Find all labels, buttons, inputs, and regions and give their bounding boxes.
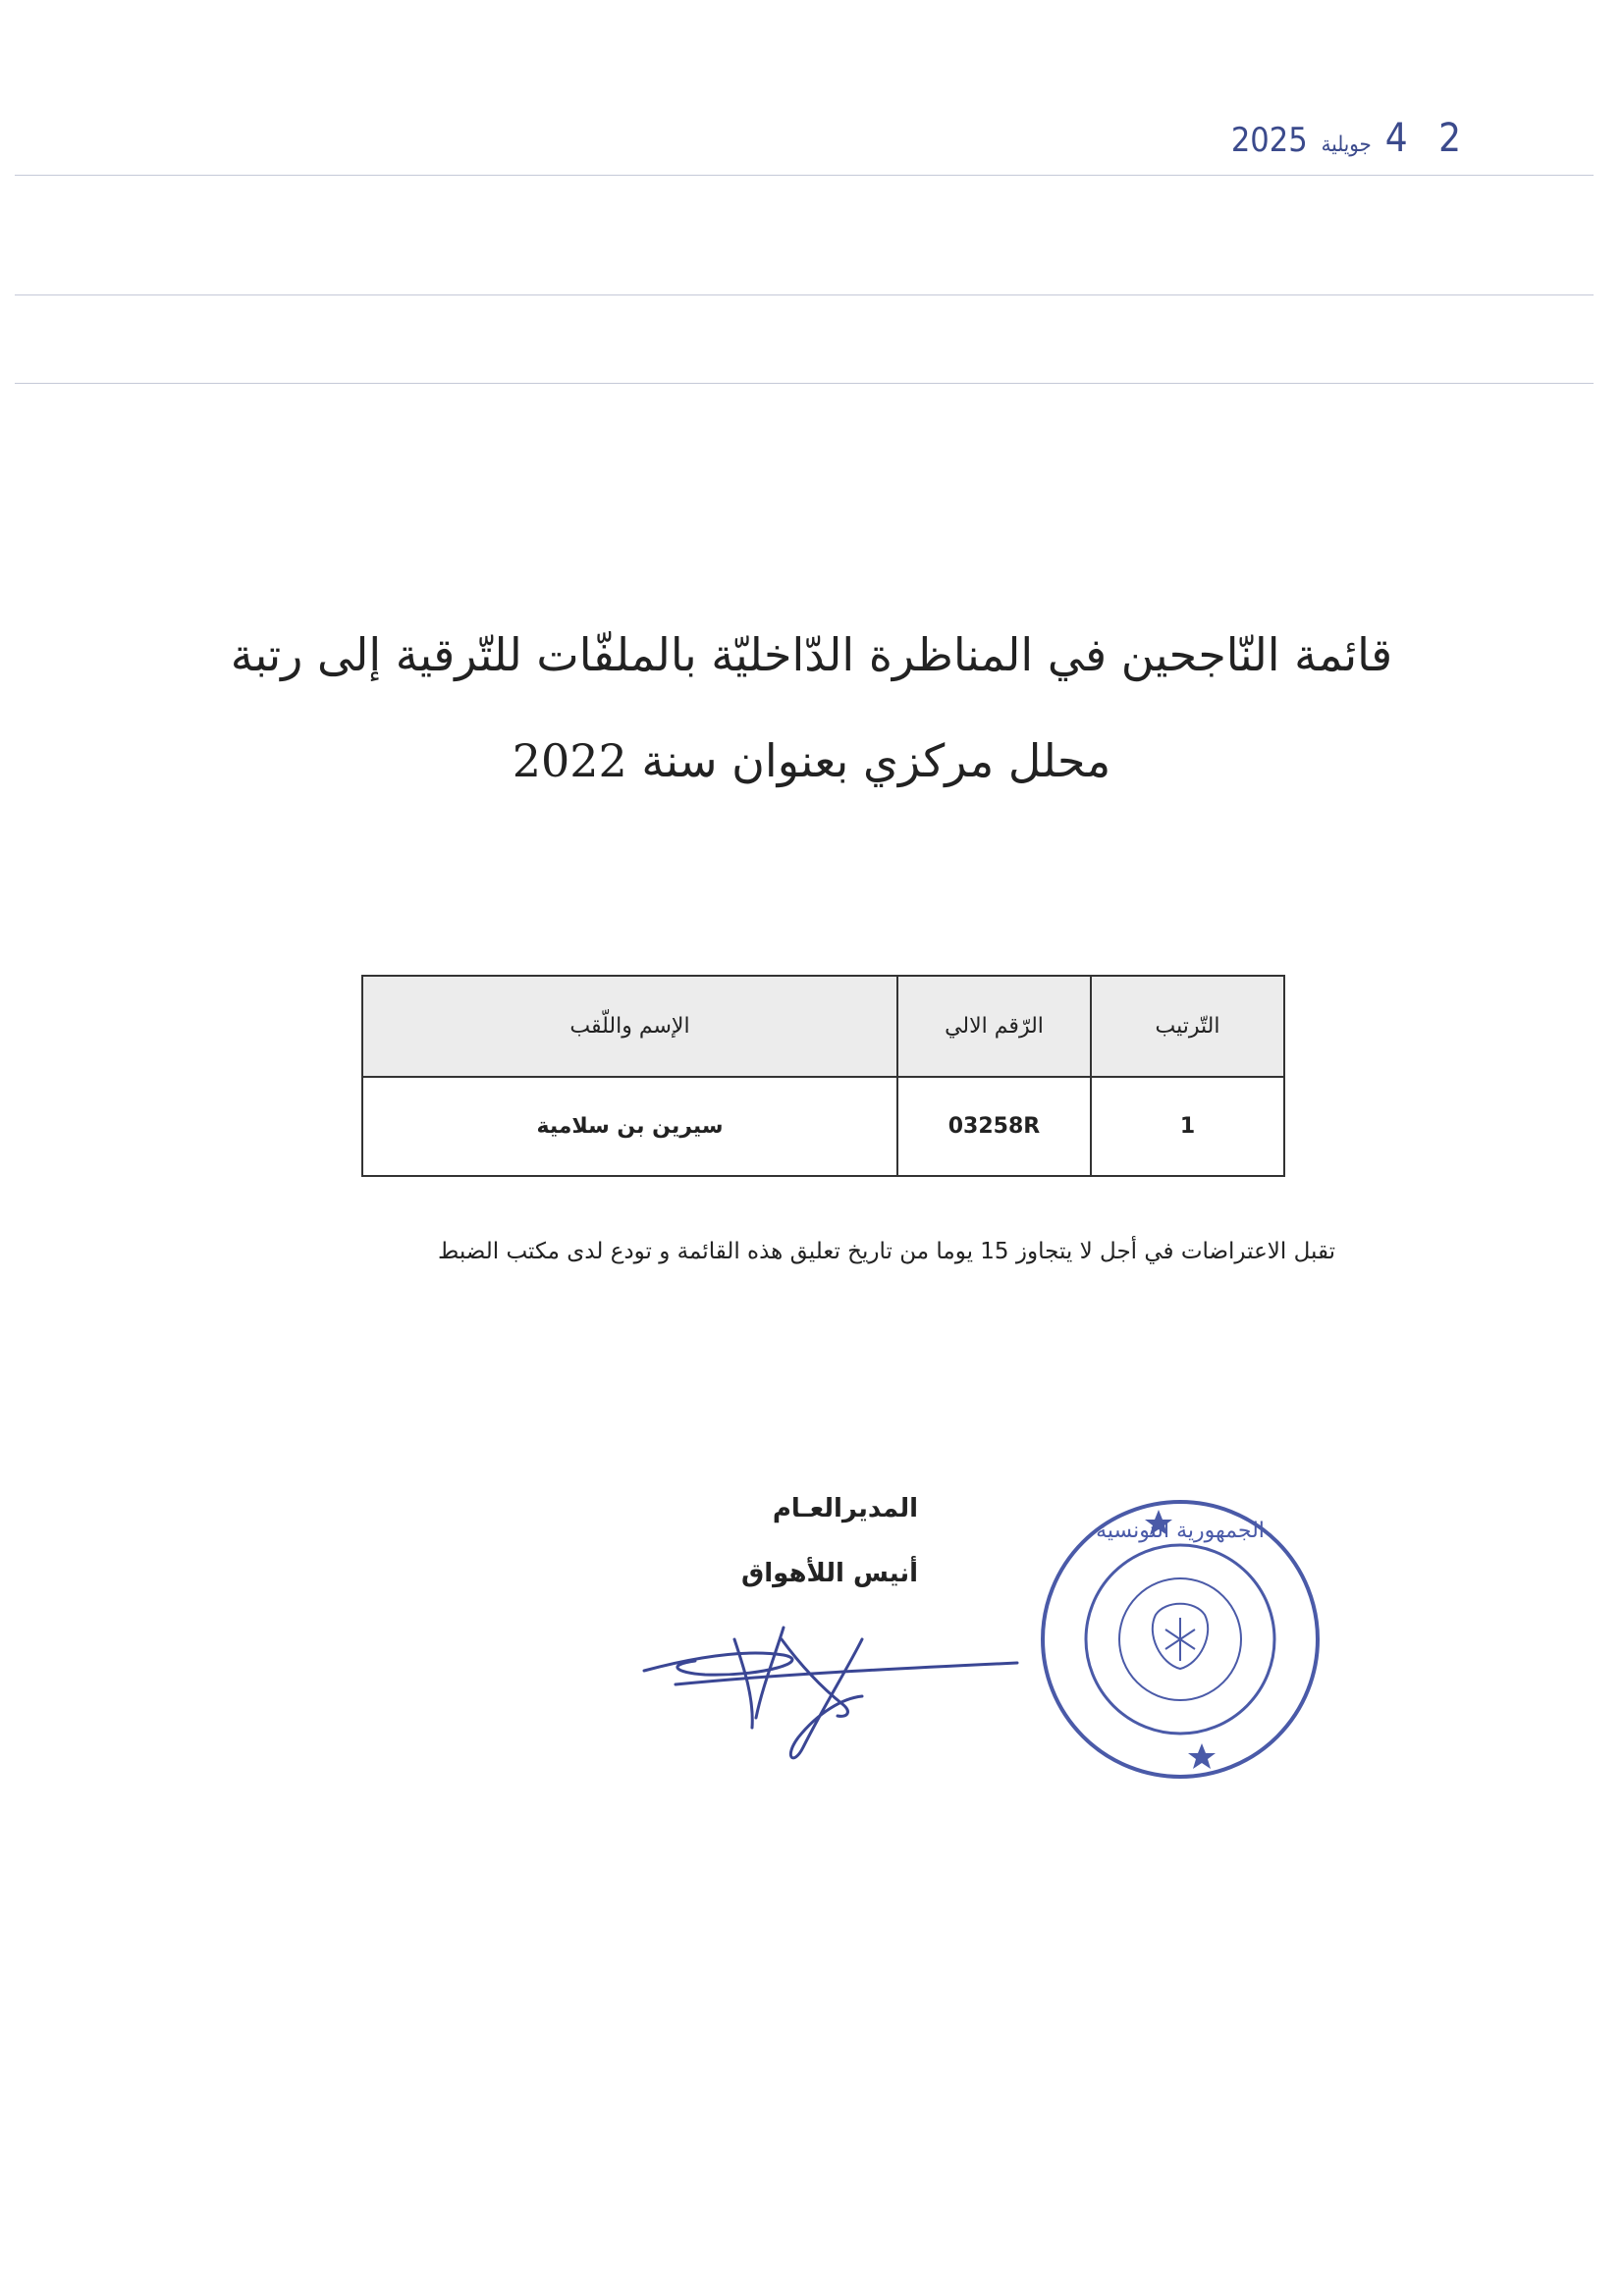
header-rank: التّرتيب — [1091, 976, 1284, 1077]
cell-id: 03258R — [897, 1077, 1091, 1176]
page-title-line-1: قائمة النّاجحين في المناظرة الدّاخليّة بالملفّات للتّرقية إلى رتبة — [230, 628, 1393, 681]
signer-name: أنيس اللأهواق — [741, 1559, 918, 1588]
objection-note: تقبل الاعتراضات في أجل لا يتجاوز 15 يوما من تاريخ تعليق هذه القائمة و تودع لدى مكتب الضبط — [438, 1239, 1335, 1264]
signature-icon — [636, 1610, 1019, 1767]
signer-role: المديرالعـام — [772, 1494, 918, 1523]
results-table — [361, 975, 1285, 1177]
header-rule-2 — [15, 294, 1594, 295]
header-rule-1 — [15, 175, 1594, 176]
date-day: 2 4 — [1384, 116, 1471, 161]
seal-text: الجمهورية التونسية — [1096, 1519, 1265, 1543]
header-name: الإسم واللّقب — [362, 976, 897, 1077]
date-year: 2025 — [1230, 121, 1308, 160]
table-header-row — [362, 976, 1284, 1077]
official-seal-icon — [1033, 1492, 1327, 1787]
header-id: الرّقم الالي — [897, 976, 1091, 1077]
table-row — [362, 1077, 1284, 1176]
cell-rank: 1 — [1091, 1077, 1284, 1176]
header-rule-3 — [15, 383, 1594, 384]
date-month: جويلية — [1321, 133, 1372, 157]
page-title-line-2: محلل مركزي بعنوان سنة 2022 — [512, 734, 1111, 787]
cell-name: سيرين بن سلامية — [362, 1077, 897, 1176]
date-stamp — [1231, 116, 1471, 161]
